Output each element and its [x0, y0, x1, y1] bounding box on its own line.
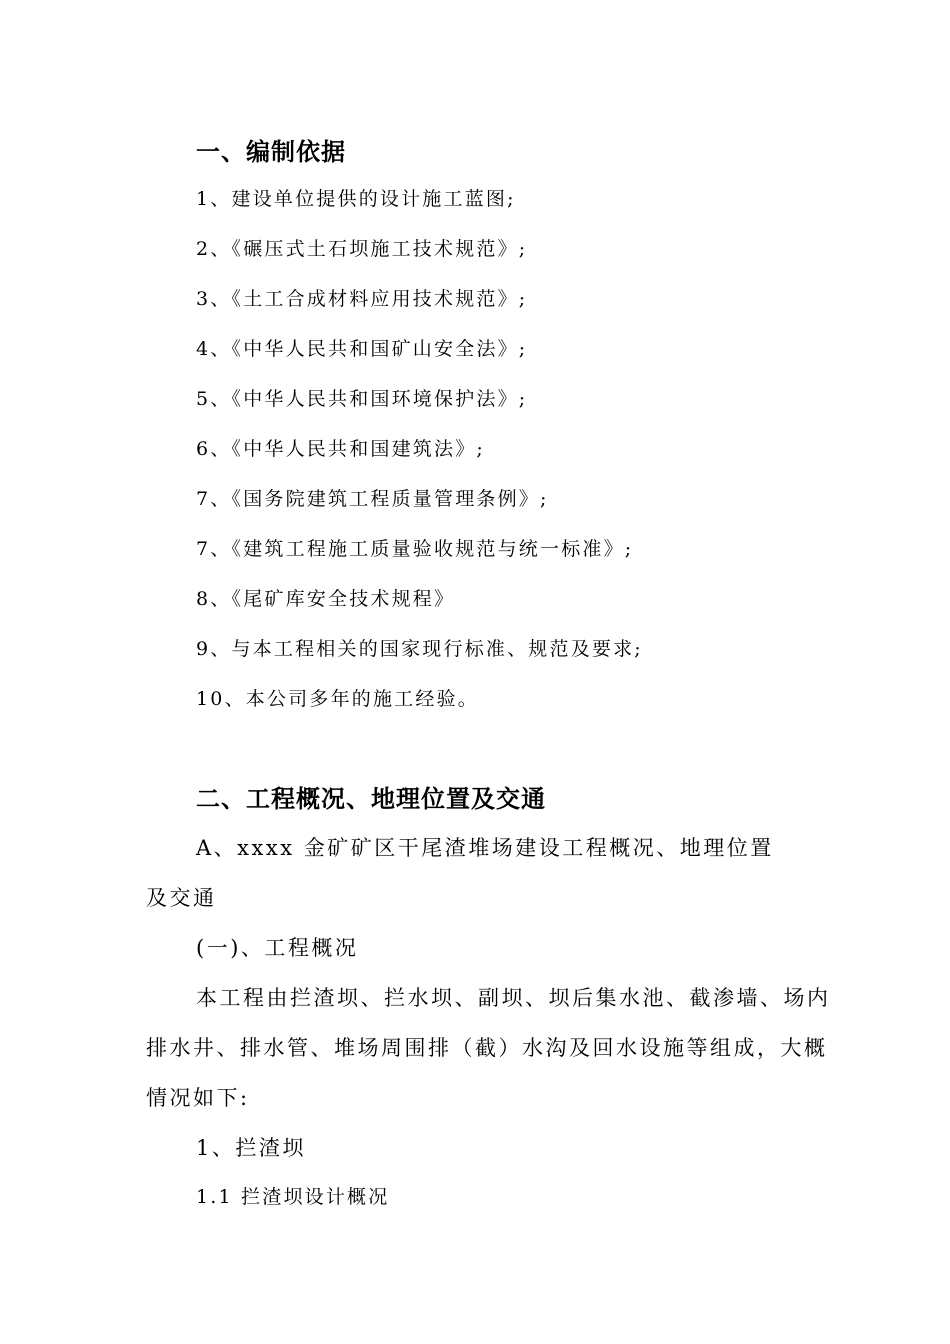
basis-item-7: 7、《国务院建筑工程质量管理条例》;: [196, 488, 549, 510]
section-2-heading: 二、工程概况、地理位置及交通: [196, 785, 546, 813]
basis-item-9: 8、《尾矿库安全技术规程》: [196, 588, 456, 610]
basis-item-10: 9、与本工程相关的国家现行标准、规范及要求;: [196, 638, 643, 660]
basis-item-6: 6、《中华人民共和国建筑法》;: [196, 438, 485, 460]
basis-item-5: 5、《中华人民共和国环境保护法》;: [196, 388, 528, 410]
sub-heading: (一)、工程概况: [196, 936, 359, 960]
section-1-heading: 一、编制依据: [196, 138, 346, 166]
subtitle-line-1: A、xxxx 金矿矿区干尾渣堆场建设工程概况、地理位置: [196, 836, 774, 860]
paragraph-line-1: 本工程由拦渣坝、拦水坝、副坝、坝后集水池、截渗墙、场内: [196, 986, 831, 1010]
paragraph-line-3: 情况如下:: [146, 1086, 250, 1110]
paragraph-line-2: 排水井、排水管、堆场周围排（截）水沟及回水设施等组成，大概: [146, 1036, 828, 1060]
item-1-heading: 1、拦渣坝: [196, 1136, 306, 1160]
basis-item-3: 3、《土工合成材料应用技术规范》;: [196, 288, 528, 310]
basis-item-2: 2、《碾压式土石坝施工技术规范》;: [196, 238, 528, 260]
basis-item-11: 10、本公司多年的施工经验。: [196, 688, 479, 710]
basis-item-8: 7、《建筑工程施工质量验收规范与统一标准》;: [196, 538, 634, 560]
item-1-1: 1.1 拦渣坝设计概况: [196, 1186, 390, 1208]
basis-item-4: 4、《中华人民共和国矿山安全法》;: [196, 338, 528, 360]
basis-item-1: 1、建设单位提供的设计施工蓝图;: [196, 188, 516, 210]
subtitle-line-2: 及交通: [146, 886, 217, 910]
